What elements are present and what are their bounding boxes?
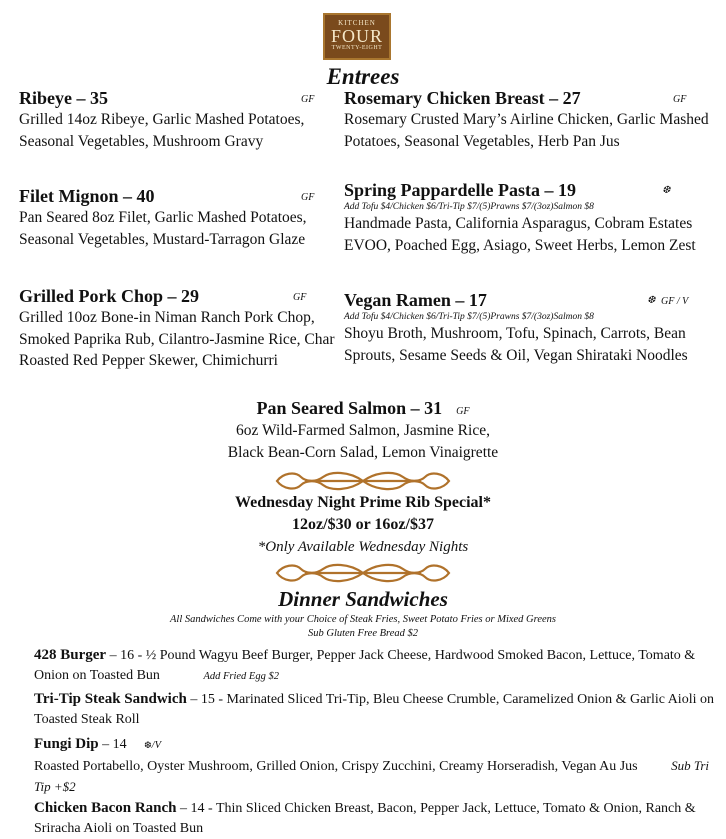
sandwiches-title: Dinner Sandwiches xyxy=(278,587,448,611)
item-name: Tri-Tip Steak Sandwich xyxy=(34,691,187,707)
gf-tag: GF xyxy=(456,406,470,417)
item-description: Rosemary Crusted Mary’s Airline Chicken, Garlic Mashed Potatoes, Seasonal Vegetables, Herb Pan Jus xyxy=(344,111,709,150)
item-name: Chicken Bacon Ranch xyxy=(34,800,177,816)
gf-tag: GF xyxy=(301,192,315,203)
item-price: – 15 - xyxy=(186,692,227,707)
gf-tag: GF xyxy=(301,94,315,105)
item-name: 428 Burger xyxy=(34,647,107,663)
item-description-line-2: Black Bean-Corn Salad, Lemon Vinaigrette xyxy=(227,443,499,461)
entree-salmon xyxy=(0,398,726,463)
item-price: – 14 - xyxy=(176,801,216,816)
restaurant-logo xyxy=(323,13,391,60)
ornament-divider xyxy=(275,469,451,493)
entree-pappardelle-pasta xyxy=(344,180,714,256)
item-extra: Add Fried Egg $2 xyxy=(203,671,279,682)
vegan-leaf-icon: ❆ xyxy=(144,740,152,750)
gf-v-tag: GF / V xyxy=(661,296,689,307)
gf-tag: GF xyxy=(673,94,687,105)
logo-line-2: FOUR xyxy=(330,26,383,46)
sandwiches-note-gluten-free: Sub Gluten Free Bread $2 xyxy=(307,628,419,639)
item-description: Roasted Portabello, Oyster Mushroom, Grilled Onion, Crispy Zucchini, Creamy Horseradish, Vegan Au Jus xyxy=(34,759,638,774)
item-price: – 16 - xyxy=(106,648,146,663)
item-name: Rosemary Chicken Breast – 27 xyxy=(344,88,581,108)
entree-filet-mignon xyxy=(19,186,337,250)
item-description: Grilled 10oz Bone-in Niman Ranch Pork Chop, Smoked Paprika Rub, Cilantro-Jasmine Rice, Char Roasted Red Pepper Skewer, Chimichurri xyxy=(19,309,335,369)
item-extra: Sub Tri Tip +$2 xyxy=(34,758,710,794)
entree-pork-chop xyxy=(19,286,337,372)
sandwich-chicken-bacon-ranch xyxy=(34,798,714,839)
entrees-title: Entrees xyxy=(326,64,400,89)
sandwich-tri-tip xyxy=(34,689,714,730)
item-description: Shoyu Broth, Mushroom, Tofu, Spinach, Carrots, Bean Sprouts, Sesame Seeds & Oil, Vegan Shirataki Noodles xyxy=(344,325,688,364)
vegan-leaf-icon: ❆ xyxy=(647,295,656,306)
ornament-divider xyxy=(275,561,451,585)
item-description-line-1: 6oz Wild-Farmed Salmon, Jasmine Rice, xyxy=(236,422,490,439)
sandwiches-note-sides: All Sandwiches Come with your Choice of Steak Fries, Sweet Potato Fries or Mixed Greens xyxy=(169,614,556,625)
item-name: Fungi Dip xyxy=(34,736,99,752)
item-price: – 14 xyxy=(98,737,127,752)
logo-line-1: KITCHEN xyxy=(338,19,376,27)
item-name: Vegan Ramen – 17 xyxy=(344,290,487,310)
special-note: *Only Available Wednesday Nights xyxy=(257,539,469,555)
item-description: Grilled 14oz Ribeye, Garlic Mashed Potatoes, Seasonal Vegetables, Mushroom Gravy xyxy=(19,111,305,150)
special-title: Wednesday Night Prime Rib Special* xyxy=(234,494,491,511)
gf-tag: GF xyxy=(293,292,307,303)
item-name: Filet Mignon – 40 xyxy=(19,186,155,206)
item-description: Thin Sliced Chicken Breast, Bacon, Pepper Jack, Lettuce, Tomato & Onion, Ranch & Sriracha Aioli on Toasted Bun xyxy=(34,801,696,836)
item-name: Ribeye – 35 xyxy=(19,88,108,108)
item-description: ½ Pound Wagyu Beef Burger, Pepper Jack Cheese, Hardwood Smoked Bacon, Lettuce, Tomato & Onion on Toasted Bun xyxy=(34,648,696,683)
logo-line-3: TWENTY-EIGHT xyxy=(331,45,383,51)
item-addons: Add Tofu $4/Chicken $6/Tri-Tip $7/(5)Prawns $7/(3oz)Salmon $8 xyxy=(344,202,594,212)
vegetarian-leaf-icon: ❆ xyxy=(662,185,671,196)
entree-ribeye xyxy=(19,88,337,152)
item-name: Spring Pappardelle Pasta – 19 xyxy=(344,180,577,200)
sandwich-fungi-dip xyxy=(34,734,714,798)
vegan-tag: /V xyxy=(151,740,161,751)
special-price: 12oz/$30 or 16oz/$37 xyxy=(292,516,434,533)
entree-vegan-ramen xyxy=(344,290,714,366)
entree-rosemary-chicken xyxy=(344,88,714,152)
item-description: Handmade Pasta, California Asparagus, Cobram Estates EVOO, Poached Egg, Asiago, Sweet Herbs, Lemon Zest xyxy=(344,215,696,254)
item-description: Pan Seared 8oz Filet, Garlic Mashed Potatoes, Seasonal Vegetables, Mustard-Tarragon Glaze xyxy=(19,209,307,248)
item-name: Pan Seared Salmon – 31 xyxy=(256,398,443,418)
item-description: Marinated Sliced Tri-Tip, Bleu Cheese Crumble, Caramelized Onion & Garlic Aioli on Toasted Steak Roll xyxy=(34,692,714,727)
item-addons: Add Tofu $4/Chicken $6/Tri-Tip $7/(5)Prawns $7/(3oz)Salmon $8 xyxy=(344,312,594,322)
sandwich-428-burger xyxy=(34,645,714,687)
item-name: Grilled Pork Chop – 29 xyxy=(19,286,200,306)
